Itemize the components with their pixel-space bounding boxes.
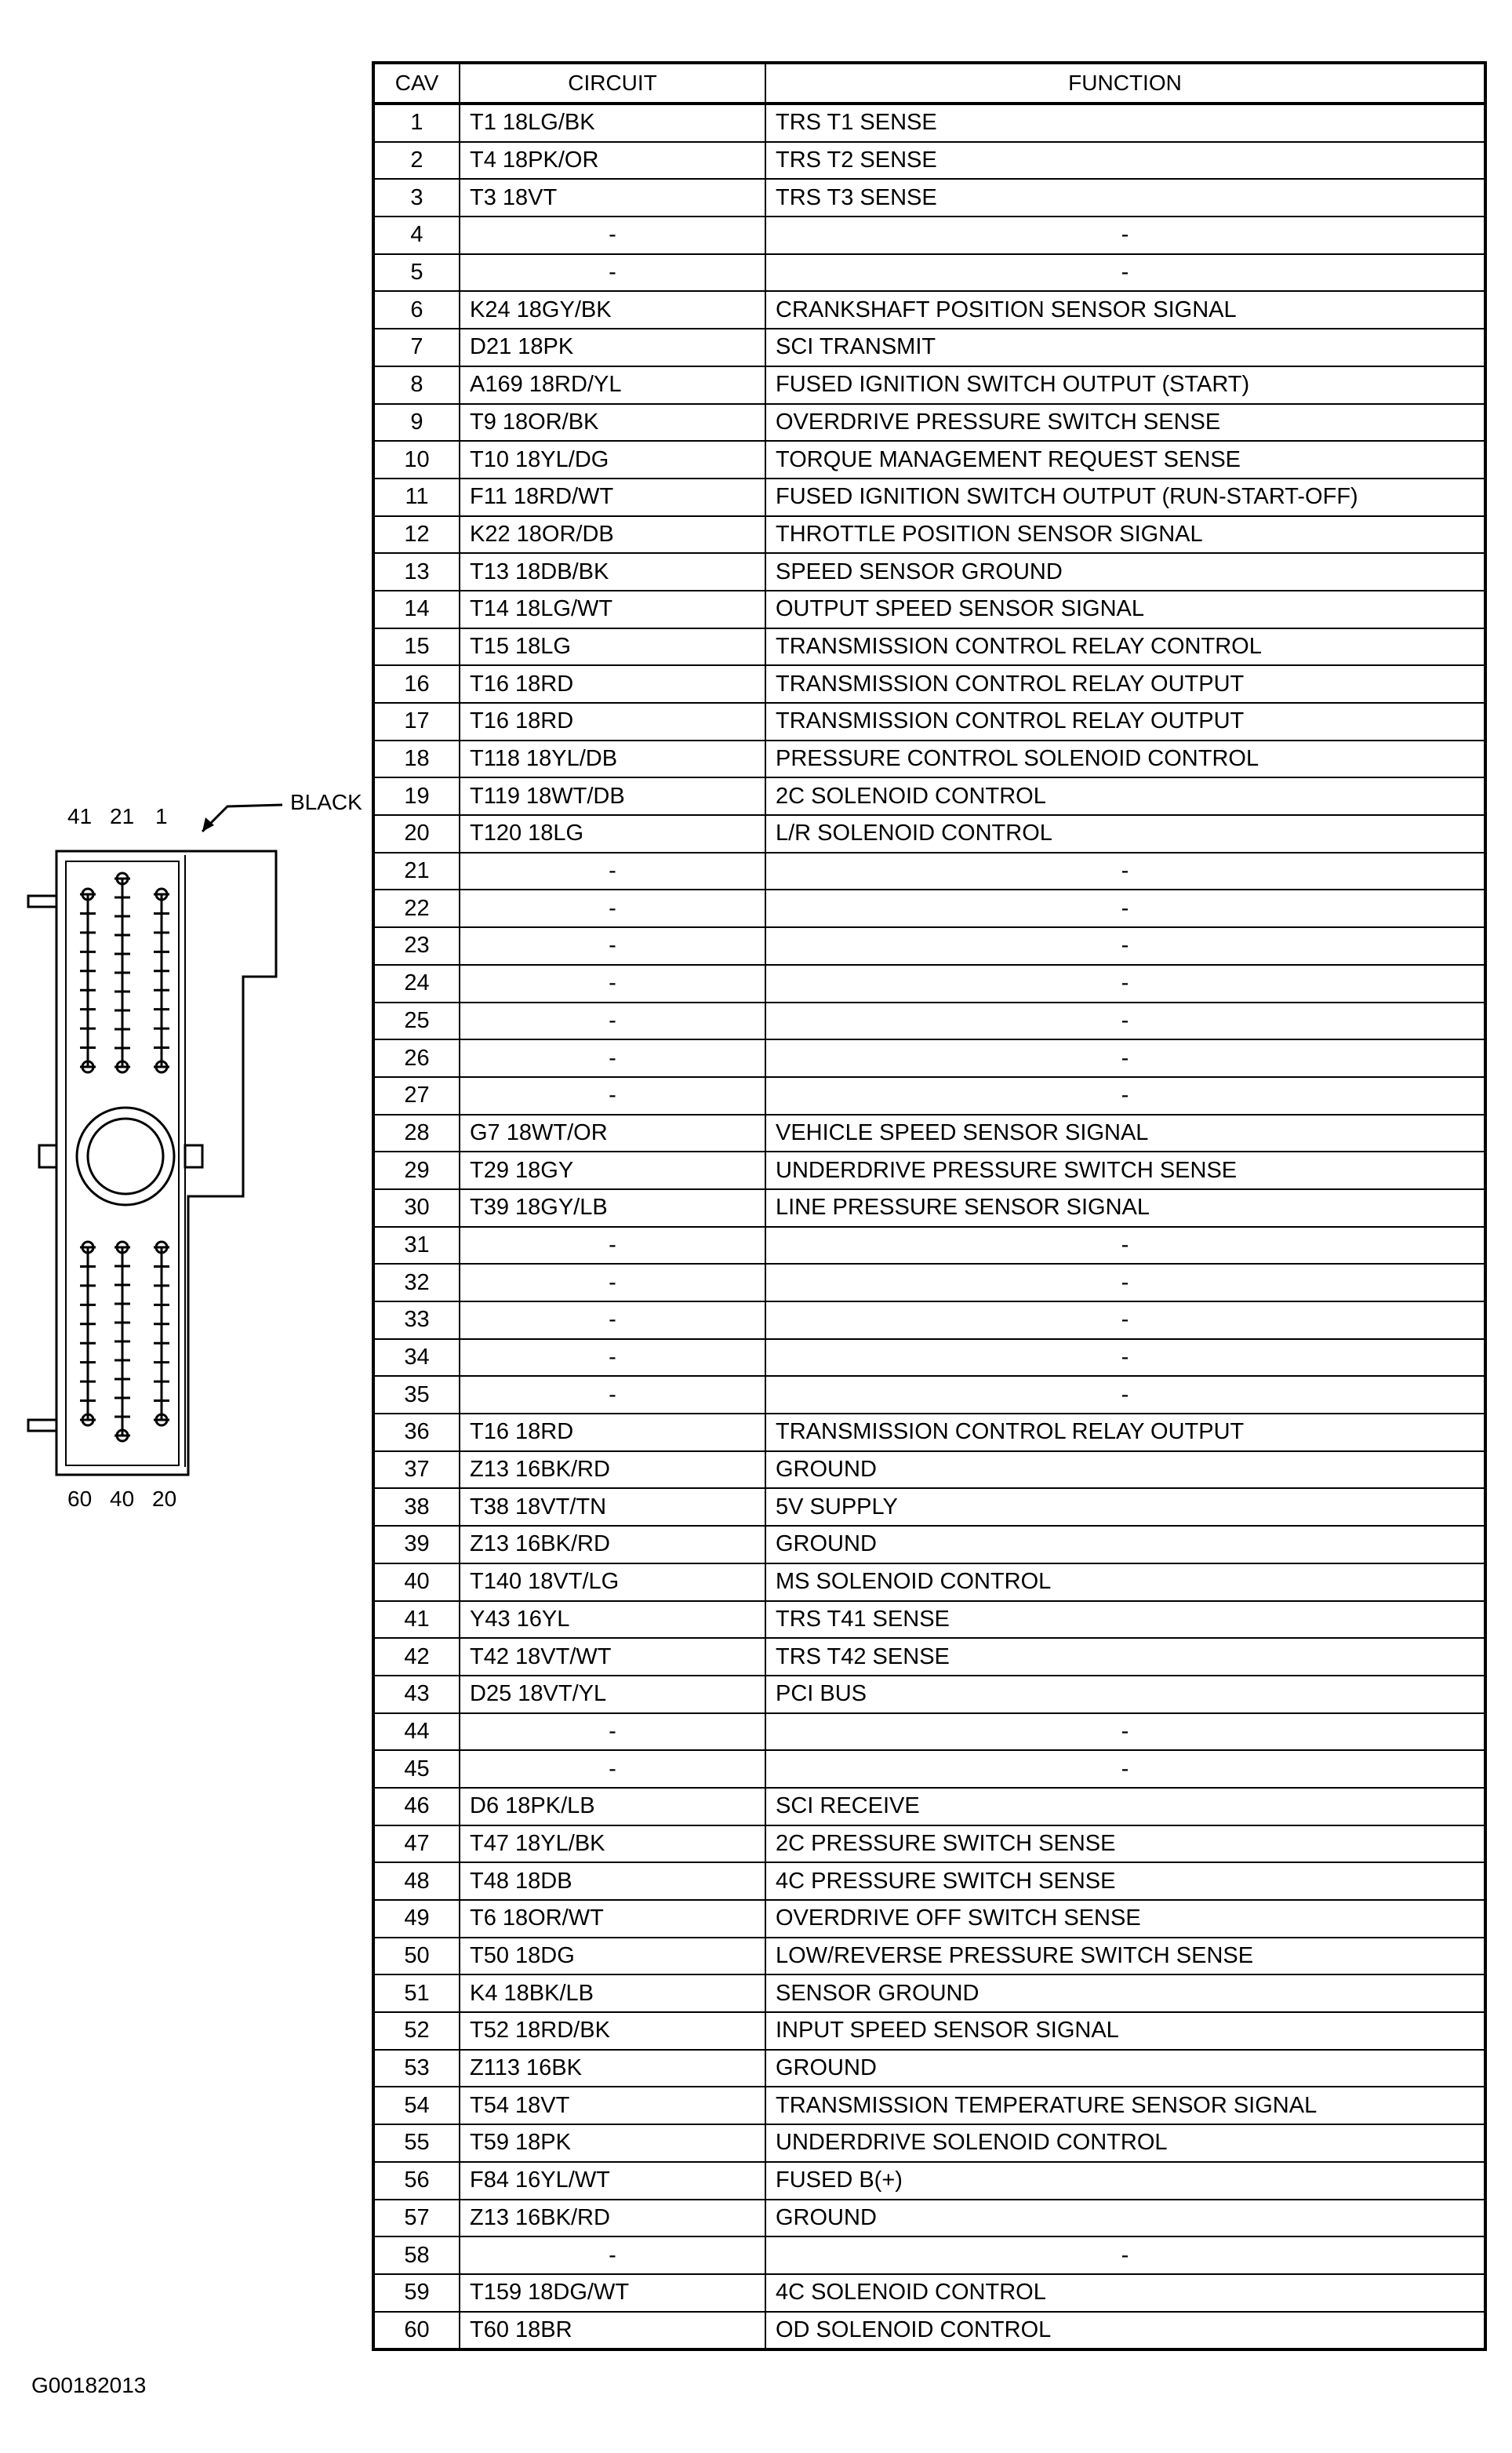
cell-function: LINE PRESSURE SENSOR SIGNAL <box>765 1189 1485 1227</box>
cell-function: - <box>765 2236 1485 2274</box>
cell-cav: 22 <box>373 890 460 927</box>
table-row <box>373 1003 1485 1040</box>
cell-circuit: T38 18VT/TN <box>460 1488 765 1526</box>
cell-circuit: T16 18RD <box>460 1414 765 1451</box>
leader-arrow-icon <box>202 817 214 832</box>
cell-circuit: - <box>460 1713 765 1751</box>
table-row <box>373 1713 1485 1751</box>
cell-function: - <box>765 254 1485 292</box>
cell-cav: 32 <box>373 1264 460 1301</box>
cell-circuit: - <box>460 853 765 890</box>
cell-cav: 36 <box>373 1414 460 1451</box>
cell-function: 2C PRESSURE SWITCH SENSE <box>765 1825 1485 1863</box>
header-cav: CAV <box>373 63 460 104</box>
cell-cav: 30 <box>373 1189 460 1227</box>
cell-function: - <box>765 1376 1485 1414</box>
cell-function: TRANSMISSION CONTROL RELAY OUTPUT <box>765 1414 1485 1451</box>
cell-function: PCI BUS <box>765 1676 1485 1713</box>
cell-function: GROUND <box>765 2050 1485 2087</box>
cell-circuit: T159 18DG/WT <box>460 2274 765 2312</box>
table-row <box>373 1862 1485 1900</box>
cell-cav: 12 <box>373 516 460 554</box>
cell-function: SPEED SENSOR GROUND <box>765 553 1485 591</box>
cell-circuit: Z13 16BK/RD <box>460 2200 765 2237</box>
leader-line <box>202 805 282 832</box>
cell-circuit: Z13 16BK/RD <box>460 1526 765 1563</box>
cell-cav: 5 <box>373 254 460 292</box>
cell-circuit: T118 18YL/DB <box>460 741 765 778</box>
table-row <box>373 1825 1485 1863</box>
cell-circuit: - <box>460 965 765 1003</box>
connector-diagram <box>0 777 369 1530</box>
cell-function: VEHICLE SPEED SENSOR SIGNAL <box>765 1115 1485 1152</box>
cell-cav: 56 <box>373 2162 460 2200</box>
cell-circuit: T10 18YL/DG <box>460 441 765 479</box>
table-row <box>373 2236 1485 2274</box>
cell-circuit: T50 18DG <box>460 1938 765 1975</box>
cell-circuit: T14 18LG/WT <box>460 591 765 628</box>
cell-cav: 29 <box>373 1152 460 1189</box>
cell-circuit: - <box>460 1039 765 1077</box>
cell-cav: 41 <box>373 1601 460 1639</box>
cell-function: TRANSMISSION CONTROL RELAY CONTROL <box>765 628 1485 666</box>
cell-circuit: T60 18BR <box>460 2312 765 2350</box>
pin-label-41: 41 <box>67 804 93 828</box>
table-row <box>373 1638 1485 1676</box>
table-row <box>373 441 1485 479</box>
cell-cav: 49 <box>373 1900 460 1938</box>
table-row <box>373 2087 1485 2124</box>
cell-cav: 4 <box>373 217 460 254</box>
table-header-row <box>373 63 1485 104</box>
table-row <box>373 1601 1485 1639</box>
table-row <box>373 1039 1485 1077</box>
table-row <box>373 1563 1485 1601</box>
cell-cav: 2 <box>373 142 460 180</box>
cell-circuit: T3 18VT <box>460 179 765 217</box>
pin-label-21: 21 <box>110 804 135 828</box>
table-row <box>373 1376 1485 1414</box>
table-row <box>373 366 1485 404</box>
cell-cav: 59 <box>373 2274 460 2312</box>
cell-cav: 52 <box>373 2012 460 2050</box>
table-row <box>373 142 1485 180</box>
cell-cav: 46 <box>373 1788 460 1825</box>
cell-cav: 42 <box>373 1638 460 1676</box>
cell-circuit: - <box>460 927 765 965</box>
pin-label-40: 40 <box>110 1487 135 1511</box>
table-row <box>373 1750 1485 1788</box>
table-row <box>373 703 1485 741</box>
cell-function: GROUND <box>765 2200 1485 2237</box>
cell-cav: 14 <box>373 591 460 628</box>
pin-label-20: 20 <box>152 1487 177 1511</box>
table-row <box>373 591 1485 628</box>
table-row <box>373 104 1485 142</box>
table-row <box>373 628 1485 666</box>
cell-circuit: - <box>460 890 765 927</box>
cell-circuit: Y43 16YL <box>460 1601 765 1639</box>
cell-circuit: T15 18LG <box>460 628 765 666</box>
table-row <box>373 1077 1485 1115</box>
cell-cav: 37 <box>373 1451 460 1489</box>
table-row <box>373 1676 1485 1713</box>
table-row <box>373 1488 1485 1526</box>
cell-cav: 28 <box>373 1115 460 1152</box>
connector-body <box>28 851 276 1475</box>
header-circuit: CIRCUIT <box>460 63 765 104</box>
table-row <box>373 1227 1485 1265</box>
cell-function: TRANSMISSION CONTROL RELAY OUTPUT <box>765 665 1485 703</box>
cell-circuit: - <box>460 1264 765 1301</box>
table-row <box>373 1189 1485 1227</box>
table-row <box>373 516 1485 554</box>
cell-circuit: D21 18PK <box>460 329 765 366</box>
cell-cav: 40 <box>373 1563 460 1601</box>
cell-cav: 50 <box>373 1938 460 1975</box>
cell-function: 4C PRESSURE SWITCH SENSE <box>765 1862 1485 1900</box>
cell-cav: 6 <box>373 291 460 329</box>
cell-circuit: - <box>460 1077 765 1115</box>
cell-function: SENSOR GROUND <box>765 1974 1485 2012</box>
header-function: FUNCTION <box>765 63 1485 104</box>
table-row <box>373 2162 1485 2200</box>
cell-circuit: K22 18OR/DB <box>460 516 765 554</box>
cell-circuit: - <box>460 217 765 254</box>
cell-function: - <box>765 927 1485 965</box>
cell-circuit: Z13 16BK/RD <box>460 1451 765 1489</box>
cell-function: TRANSMISSION CONTROL RELAY OUTPUT <box>765 703 1485 741</box>
table-row <box>373 2050 1485 2087</box>
cell-cav: 45 <box>373 1750 460 1788</box>
cell-cav: 10 <box>373 441 460 479</box>
table-row <box>373 890 1485 927</box>
cell-circuit: T47 18YL/BK <box>460 1825 765 1863</box>
cell-circuit: T120 18LG <box>460 815 765 853</box>
cell-circuit: T119 18WT/DB <box>460 777 765 815</box>
cell-circuit: - <box>460 1339 765 1377</box>
table-row <box>373 1414 1485 1451</box>
connector-pinout-table <box>372 61 1487 2351</box>
cell-function: TRS T42 SENSE <box>765 1638 1485 1676</box>
cell-circuit: T52 18RD/BK <box>460 2012 765 2050</box>
table-row <box>373 853 1485 890</box>
cell-function: - <box>765 1264 1485 1301</box>
cell-function: L/R SOLENOID CONTROL <box>765 815 1485 853</box>
cell-circuit: - <box>460 1301 765 1339</box>
cell-cav: 15 <box>373 628 460 666</box>
cell-circuit: A169 18RD/YL <box>460 366 765 404</box>
cell-function: LOW/REVERSE PRESSURE SWITCH SENSE <box>765 1938 1485 1975</box>
cell-cav: 51 <box>373 1974 460 2012</box>
cell-cav: 58 <box>373 2236 460 2274</box>
table-row <box>373 1339 1485 1377</box>
cell-circuit: - <box>460 1750 765 1788</box>
table-row <box>373 665 1485 703</box>
cell-function: MS SOLENOID CONTROL <box>765 1563 1485 1601</box>
cell-cav: 34 <box>373 1339 460 1377</box>
cell-circuit: - <box>460 1376 765 1414</box>
cell-cav: 43 <box>373 1676 460 1713</box>
cell-function: GROUND <box>765 1451 1485 1489</box>
cell-function: TRS T1 SENSE <box>765 104 1485 142</box>
cell-cav: 8 <box>373 366 460 404</box>
table-row <box>373 1788 1485 1825</box>
cell-cav: 19 <box>373 777 460 815</box>
cell-circuit: - <box>460 1227 765 1265</box>
cell-circuit: T9 18OR/BK <box>460 404 765 442</box>
cell-function: - <box>765 1003 1485 1040</box>
cell-circuit: T29 18GY <box>460 1152 765 1189</box>
cell-function: TRS T2 SENSE <box>765 142 1485 180</box>
table-row <box>373 1301 1485 1339</box>
cell-function: OVERDRIVE PRESSURE SWITCH SENSE <box>765 404 1485 442</box>
cell-circuit: - <box>460 2236 765 2274</box>
cell-circuit: T1 18LG/BK <box>460 104 765 142</box>
pin-label-1: 1 <box>155 804 168 828</box>
table-row <box>373 815 1485 853</box>
table-row <box>373 2312 1485 2350</box>
cell-function: INPUT SPEED SENSOR SIGNAL <box>765 2012 1485 2050</box>
cell-function: OUTPUT SPEED SENSOR SIGNAL <box>765 591 1485 628</box>
table-row <box>373 1115 1485 1152</box>
cell-circuit: T54 18VT <box>460 2087 765 2124</box>
cell-cav: 9 <box>373 404 460 442</box>
table-row <box>373 1974 1485 2012</box>
cell-function: 4C SOLENOID CONTROL <box>765 2274 1485 2312</box>
cell-circuit: T13 18DB/BK <box>460 553 765 591</box>
cell-function: UNDERDRIVE PRESSURE SWITCH SENSE <box>765 1152 1485 1189</box>
cell-circuit: T16 18RD <box>460 665 765 703</box>
table-row <box>373 2274 1485 2312</box>
cell-circuit: F11 18RD/WT <box>460 479 765 516</box>
cell-circuit: K4 18BK/LB <box>460 1974 765 2012</box>
table-row <box>373 927 1485 965</box>
cell-circuit: T140 18VT/LG <box>460 1563 765 1601</box>
cell-circuit: T39 18GY/LB <box>460 1189 765 1227</box>
cell-circuit: D25 18VT/YL <box>460 1676 765 1713</box>
cell-function: - <box>765 965 1485 1003</box>
cell-function: FUSED IGNITION SWITCH OUTPUT (RUN-START-OFF) <box>765 479 1485 516</box>
table-row <box>373 2012 1485 2050</box>
table-row <box>373 777 1485 815</box>
table-row <box>373 404 1485 442</box>
cell-function: - <box>765 890 1485 927</box>
table-row <box>373 1938 1485 1975</box>
cell-cav: 27 <box>373 1077 460 1115</box>
cell-function: TRS T41 SENSE <box>765 1601 1485 1639</box>
cell-circuit: T6 18OR/WT <box>460 1900 765 1938</box>
cell-function: TRS T3 SENSE <box>765 179 1485 217</box>
pin-label-60: 60 <box>67 1487 93 1511</box>
cell-cav: 25 <box>373 1003 460 1040</box>
cell-cav: 55 <box>373 2124 460 2162</box>
cell-cav: 47 <box>373 1825 460 1863</box>
cell-function: - <box>765 1039 1485 1077</box>
cell-cav: 17 <box>373 703 460 741</box>
cell-cav: 20 <box>373 815 460 853</box>
cell-function: - <box>765 853 1485 890</box>
cell-cav: 7 <box>373 329 460 366</box>
table-row <box>373 291 1485 329</box>
cell-cav: 57 <box>373 2200 460 2237</box>
cell-function: SCI TRANSMIT <box>765 329 1485 366</box>
cell-function: - <box>765 1339 1485 1377</box>
cell-function: - <box>765 1077 1485 1115</box>
cell-function: CRANKSHAFT POSITION SENSOR SIGNAL <box>765 291 1485 329</box>
cell-circuit: T42 18VT/WT <box>460 1638 765 1676</box>
cell-circuit: Z113 16BK <box>460 2050 765 2087</box>
cell-circuit: G7 18WT/OR <box>460 1115 765 1152</box>
cell-function: TORQUE MANAGEMENT REQUEST SENSE <box>765 441 1485 479</box>
cell-cav: 13 <box>373 553 460 591</box>
cell-circuit: D6 18PK/LB <box>460 1788 765 1825</box>
table-row <box>373 254 1485 292</box>
table-body <box>373 104 1485 2349</box>
cell-function: OVERDRIVE OFF SWITCH SENSE <box>765 1900 1485 1938</box>
cell-cav: 53 <box>373 2050 460 2087</box>
cell-function: TRANSMISSION TEMPERATURE SENSOR SIGNAL <box>765 2087 1485 2124</box>
cell-cav: 38 <box>373 1488 460 1526</box>
cell-function: - <box>765 1301 1485 1339</box>
table-row <box>373 479 1485 516</box>
cell-function: SCI RECEIVE <box>765 1788 1485 1825</box>
cell-cav: 44 <box>373 1713 460 1751</box>
cell-function: GROUND <box>765 1526 1485 1563</box>
cell-function: - <box>765 1750 1485 1788</box>
table-row <box>373 1264 1485 1301</box>
cell-cav: 24 <box>373 965 460 1003</box>
cell-function: - <box>765 1713 1485 1751</box>
cell-circuit: T59 18PK <box>460 2124 765 2162</box>
table-row <box>373 1900 1485 1938</box>
cell-function: 2C SOLENOID CONTROL <box>765 777 1485 815</box>
table-row <box>373 553 1485 591</box>
cell-cav: 21 <box>373 853 460 890</box>
table-row <box>373 1526 1485 1563</box>
table-row <box>373 2200 1485 2237</box>
cell-cav: 33 <box>373 1301 460 1339</box>
cell-circuit: T48 18DB <box>460 1862 765 1900</box>
table-row <box>373 179 1485 217</box>
cell-function: UNDERDRIVE SOLENOID CONTROL <box>765 2124 1485 2162</box>
cell-function: OD SOLENOID CONTROL <box>765 2312 1485 2350</box>
pin-columns <box>80 873 169 1441</box>
cell-cav: 60 <box>373 2312 460 2350</box>
cell-circuit: K24 18GY/BK <box>460 291 765 329</box>
cell-cav: 48 <box>373 1862 460 1900</box>
cell-cav: 1 <box>373 104 460 142</box>
cell-cav: 39 <box>373 1526 460 1563</box>
cell-circuit: - <box>460 1003 765 1040</box>
cell-circuit: T4 18PK/OR <box>460 142 765 180</box>
cell-function: PRESSURE CONTROL SOLENOID CONTROL <box>765 741 1485 778</box>
table-row <box>373 1152 1485 1189</box>
cell-function: - <box>765 217 1485 254</box>
cell-function: FUSED B(+) <box>765 2162 1485 2200</box>
cell-cav: 26 <box>373 1039 460 1077</box>
cell-cav: 35 <box>373 1376 460 1414</box>
cell-function: FUSED IGNITION SWITCH OUTPUT (START) <box>765 366 1485 404</box>
table-row <box>373 965 1485 1003</box>
cell-circuit: T16 18RD <box>460 703 765 741</box>
figure-id: G00182013 <box>31 2373 147 2397</box>
cell-circuit: - <box>460 254 765 292</box>
cell-cav: 3 <box>373 179 460 217</box>
table-row <box>373 741 1485 778</box>
cell-circuit: F84 16YL/WT <box>460 2162 765 2200</box>
cell-cav: 18 <box>373 741 460 778</box>
table-row <box>373 2124 1485 2162</box>
cell-function: 5V SUPPLY <box>765 1488 1485 1526</box>
table-row <box>373 1451 1485 1489</box>
cell-cav: 11 <box>373 479 460 516</box>
connector-color-label: BLACK <box>290 790 362 814</box>
cell-function: THROTTLE POSITION SENSOR SIGNAL <box>765 516 1485 554</box>
cell-function: - <box>765 1227 1485 1265</box>
cell-cav: 16 <box>373 665 460 703</box>
table-row <box>373 217 1485 254</box>
cell-cav: 54 <box>373 2087 460 2124</box>
cell-cav: 31 <box>373 1227 460 1265</box>
table-row <box>373 329 1485 366</box>
cell-cav: 23 <box>373 927 460 965</box>
